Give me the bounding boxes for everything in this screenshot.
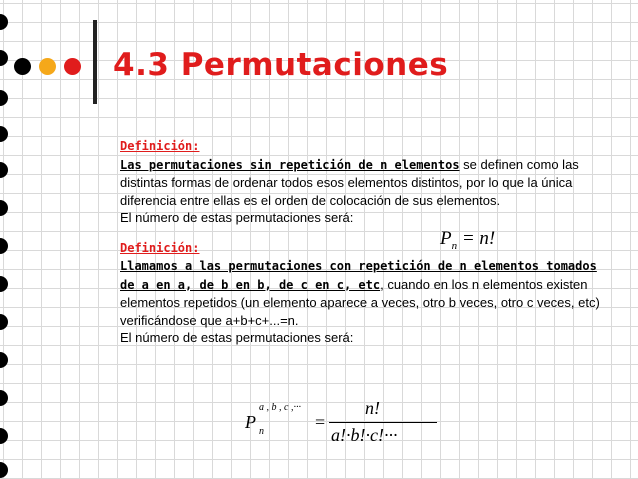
formula-1-rhs: = n! bbox=[461, 228, 496, 249]
formula-2-symbol: P bbox=[245, 412, 256, 432]
definition-heading: Definición: bbox=[120, 139, 200, 153]
definition-1-body: se definen como las distintas formas de ordenar todos esos elementos distintos, por lo que la única diferencia entre ellas es el orden de colocación de sus elementos. bbox=[120, 156, 579, 208]
formula-2-numerator: n! bbox=[365, 398, 380, 418]
spiral-binding bbox=[0, 14, 12, 479]
definition-2-term: Llamamos a las permutaciones con repetición de n elementos tomados de a en a, de b en b, de c en c, etc bbox=[120, 259, 597, 292]
binding-hole bbox=[0, 314, 8, 330]
binding-hole bbox=[0, 428, 8, 444]
binding-hole bbox=[0, 50, 8, 66]
definition-1-text bbox=[120, 156, 600, 210]
formula-permutations bbox=[440, 228, 495, 252]
formula-2-subscript: n bbox=[259, 426, 264, 437]
formula-1-symbol: P bbox=[440, 228, 452, 249]
black-dot-decoration bbox=[14, 58, 31, 75]
definition-heading: Definición: bbox=[120, 240, 200, 255]
binding-hole bbox=[0, 352, 8, 368]
title-divider bbox=[93, 20, 97, 104]
definition-2-count: El número de estas permutaciones será: bbox=[120, 330, 354, 345]
definition-1-term: Las permutaciones sin repetición de n elementos bbox=[120, 157, 460, 172]
orange-dot-decoration bbox=[39, 58, 56, 75]
slide-body bbox=[120, 137, 600, 347]
definition-2-text bbox=[120, 257, 600, 329]
binding-hole bbox=[0, 162, 8, 178]
binding-hole bbox=[0, 14, 8, 30]
formula-2-equals: = bbox=[315, 412, 326, 432]
formula-2-superscript: a , b , c ,··· bbox=[259, 402, 301, 413]
binding-hole bbox=[0, 126, 8, 142]
formula-2-fraction-bar bbox=[329, 422, 437, 423]
binding-hole bbox=[0, 238, 8, 254]
binding-hole bbox=[0, 390, 8, 406]
definition-1-count: El número de estas permutaciones será: bbox=[120, 210, 354, 225]
definition-2-body: , cuando en los n elementos existen elementos repetidos (un elemento aparece a veces, otro b veces, otro c veces, etc) verificándose que a+b+c+...=n. bbox=[120, 276, 600, 328]
red-dot-decoration bbox=[64, 58, 81, 75]
binding-hole bbox=[0, 462, 8, 478]
formula-1-subscript: n bbox=[451, 239, 458, 252]
binding-hole bbox=[0, 276, 8, 292]
slide-title: 4.3 Permutaciones bbox=[113, 47, 449, 83]
binding-hole bbox=[0, 90, 8, 106]
binding-hole bbox=[0, 200, 8, 216]
formula-2-denominator: a!·b!·c!··· bbox=[331, 425, 398, 445]
